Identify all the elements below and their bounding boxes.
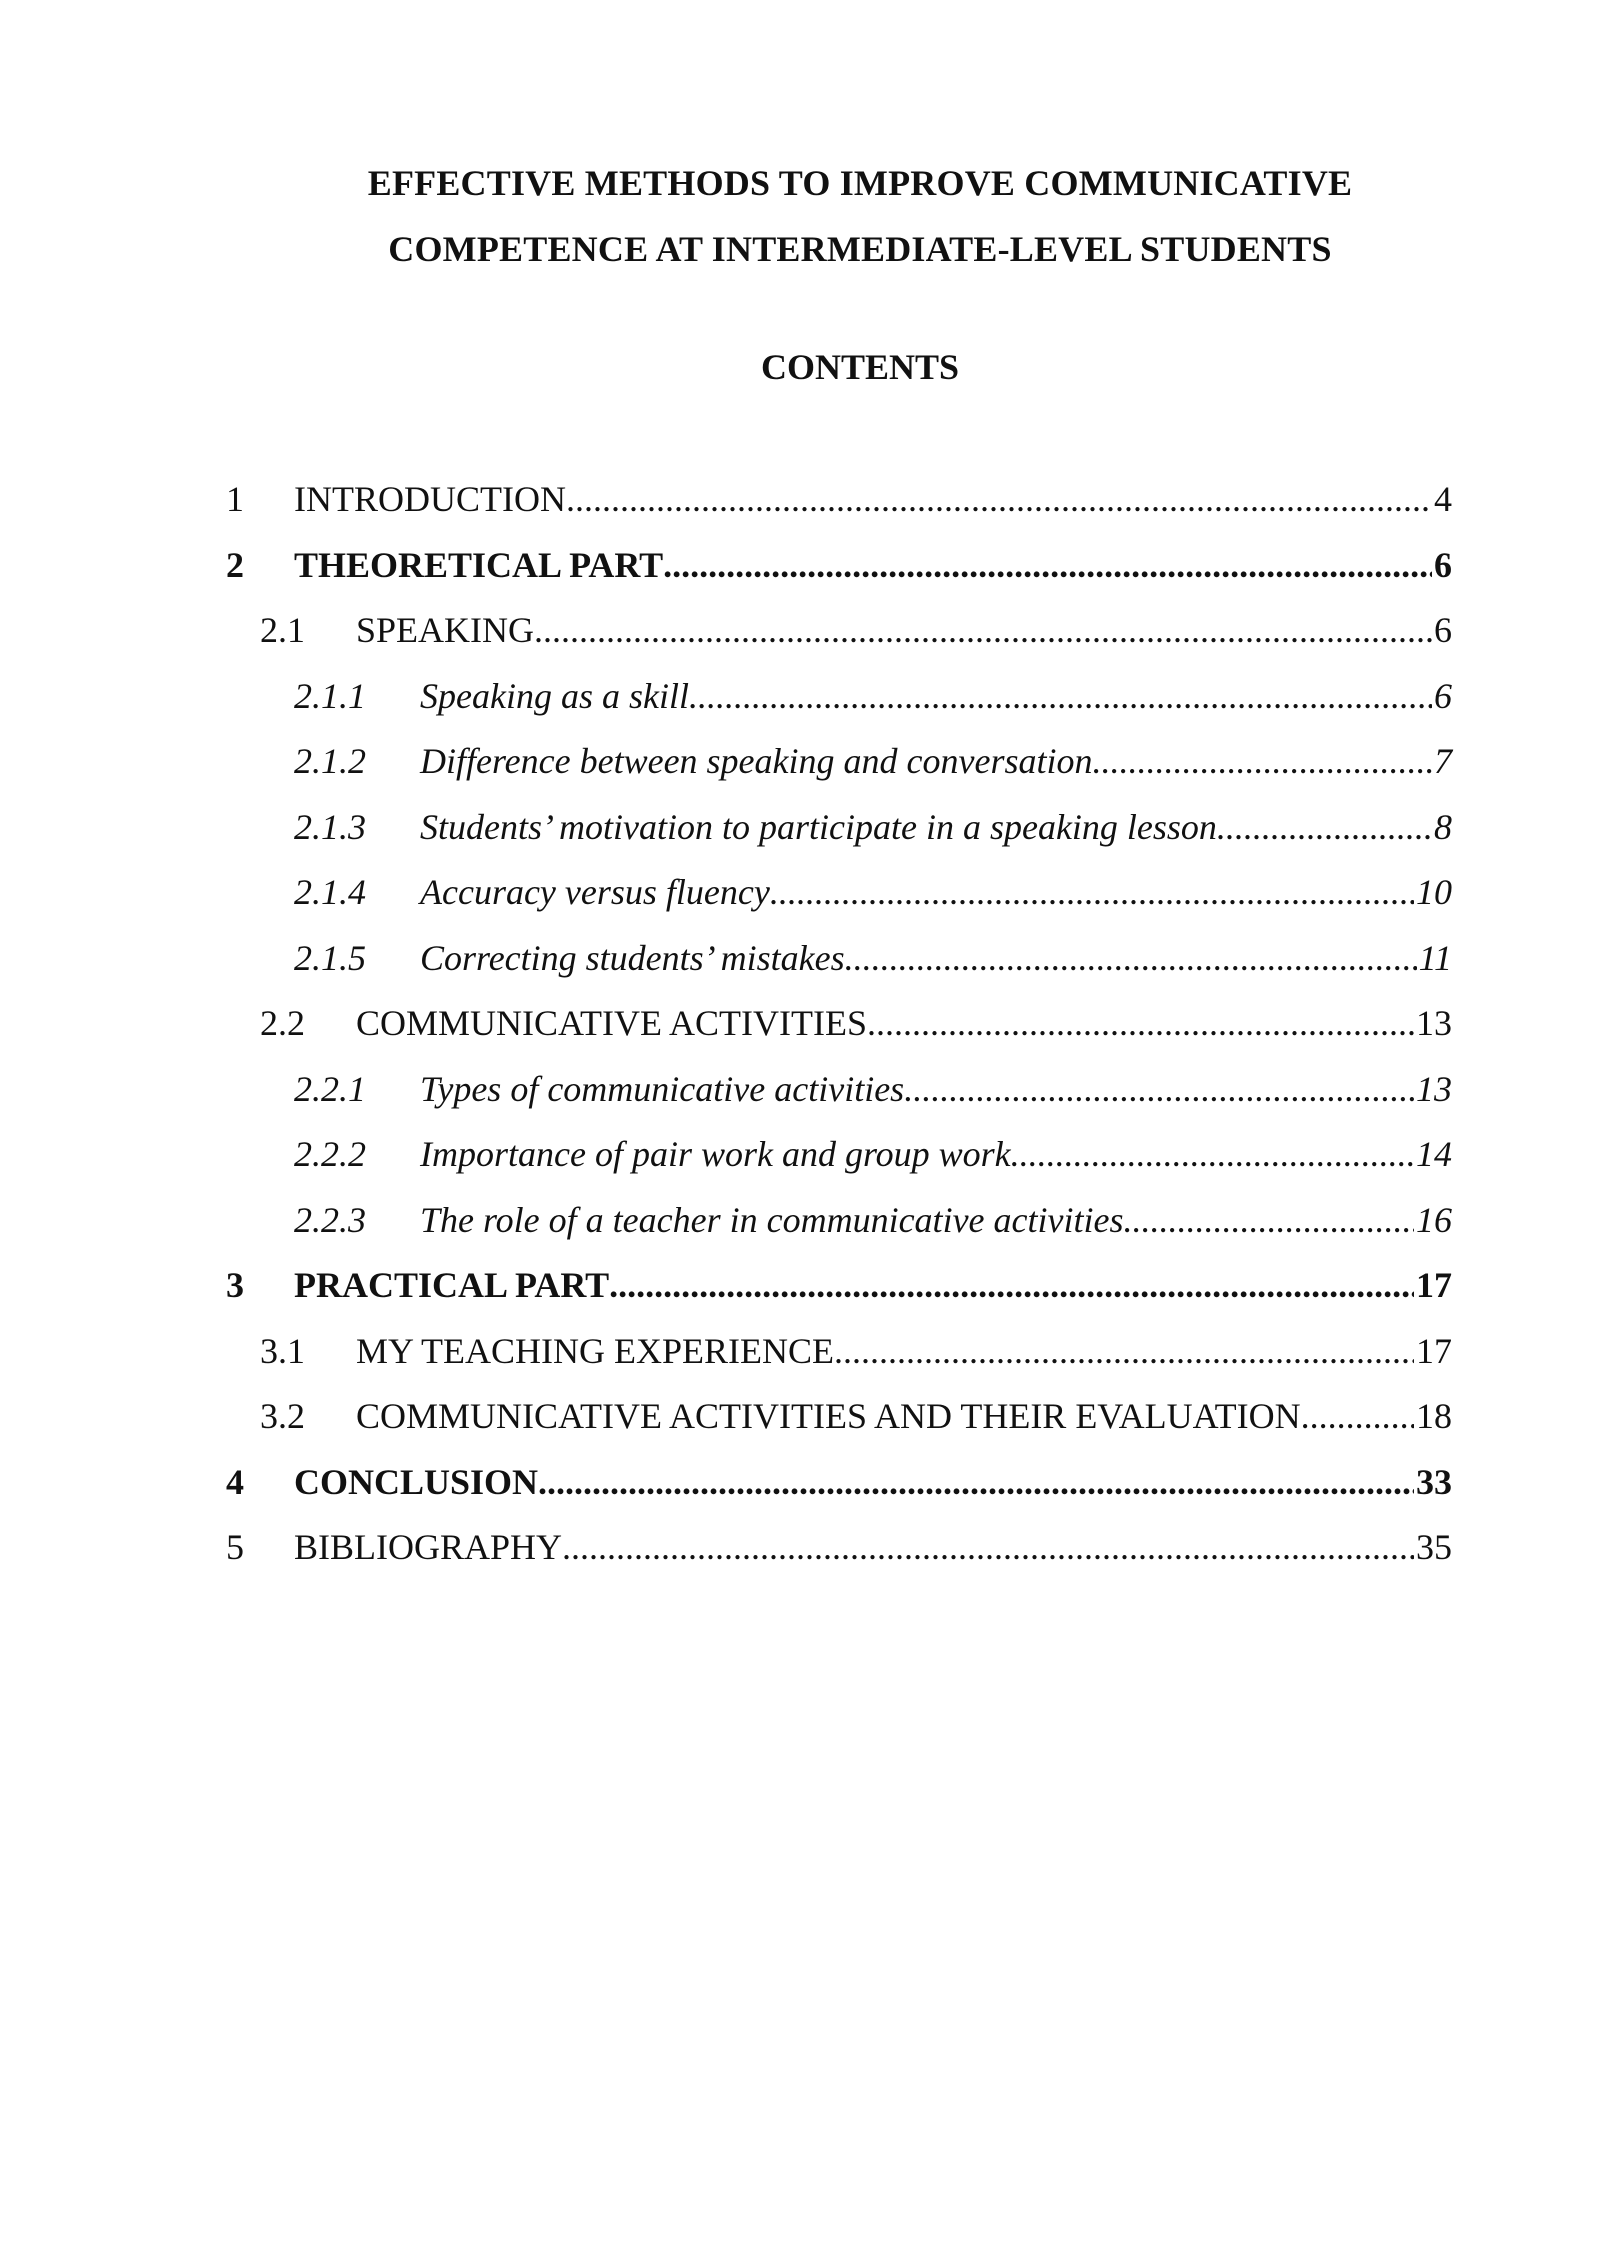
toc-number: 5: [226, 1527, 244, 1567]
dot-leader: [845, 935, 1417, 981]
toc-entry-teaching-experience[interactable]: [226, 1328, 1452, 1394]
toc-page-number: 4: [1434, 479, 1452, 519]
toc-number: 3.2: [260, 1396, 305, 1436]
toc-label: INTRODUCTION: [294, 479, 566, 519]
dot-leader: [534, 607, 1432, 653]
toc-entry-pair-and-group-work[interactable]: [226, 1131, 1452, 1197]
toc-entry-speaking-as-a-skill[interactable]: [226, 673, 1452, 739]
toc-label: MY TEACHING EXPERIENCE: [356, 1330, 834, 1371]
toc-entry-bibliography[interactable]: [226, 1524, 1452, 1590]
toc-label: Students’ motivation to participate in a speaking lesson: [420, 806, 1217, 847]
toc-number: 2.2.2: [294, 1134, 366, 1174]
dot-leader: [663, 542, 1432, 588]
toc-entry-introduction[interactable]: [226, 476, 1452, 542]
toc-entry-conclusion[interactable]: [226, 1459, 1452, 1525]
toc-entry-activities-evaluation[interactable]: [226, 1393, 1452, 1459]
dot-leader: [566, 476, 1432, 522]
toc-page-number: 18: [1416, 1396, 1452, 1436]
dot-leader: [834, 1328, 1414, 1374]
toc-label: Speaking as a skill: [420, 675, 689, 716]
dot-leader: [689, 673, 1432, 719]
toc-page-number: 6: [1434, 675, 1452, 716]
toc-page-number: 16: [1416, 1199, 1452, 1240]
toc-entry-theoretical-part[interactable]: [226, 542, 1452, 608]
table-of-contents: [226, 476, 1452, 1590]
toc-label: Correcting students’ mistakes: [420, 937, 845, 978]
toc-number: 2: [226, 544, 244, 585]
toc-entry-role-of-teacher[interactable]: [226, 1197, 1452, 1263]
toc-number: 4: [226, 1461, 244, 1502]
toc-label: COMMUNICATIVE ACTIVITIES AND THEIR EVALUATION: [356, 1396, 1301, 1436]
toc-page-number: 7: [1434, 741, 1452, 781]
toc-label: The role of a teacher in communicative activities: [420, 1199, 1124, 1240]
toc-label: Accuracy versus fluency: [420, 872, 770, 912]
dot-leader: [867, 1000, 1414, 1046]
toc-number: 3: [226, 1265, 244, 1305]
toc-page-number: 35: [1416, 1527, 1452, 1567]
toc-number: 2.1.3: [294, 806, 366, 847]
toc-number: 2.1: [260, 610, 305, 650]
toc-entry-students-motivation[interactable]: [226, 804, 1452, 870]
toc-number: 2.1.1: [294, 675, 366, 716]
toc-number: 2.1.2: [294, 741, 366, 781]
toc-entry-types-of-activities[interactable]: [226, 1066, 1452, 1132]
toc-label: BIBLIOGRAPHY: [294, 1527, 563, 1567]
toc-label: SPEAKING: [356, 610, 535, 650]
toc-label: Types of communicative activities: [420, 1068, 905, 1109]
toc-entry-accuracy-vs-fluency[interactable]: [226, 869, 1452, 935]
dot-leader: [1301, 1393, 1414, 1439]
document-title: [230, 150, 1490, 282]
dot-leader: [562, 1524, 1414, 1570]
toc-number: 2.1.4: [294, 872, 366, 912]
dot-leader: [1217, 804, 1432, 850]
dot-leader: [538, 1459, 1414, 1505]
toc-number: 2.2.3: [294, 1199, 366, 1240]
toc-page-number: 13: [1416, 1068, 1452, 1109]
toc-entry-speaking-vs-conversation[interactable]: [226, 738, 1452, 804]
toc-page-number: 6: [1434, 610, 1452, 650]
toc-page-number: 13: [1416, 1003, 1452, 1043]
toc-entry-correcting-mistakes[interactable]: [226, 935, 1452, 1001]
toc-label: Importance of pair work and group work: [420, 1134, 1011, 1174]
toc-entry-practical-part[interactable]: [226, 1262, 1452, 1328]
title-line-1: EFFECTIVE METHODS TO IMPROVE COMMUNICATIVE: [367, 163, 1353, 203]
toc-page-number: 8: [1434, 806, 1452, 847]
toc-page-number: 14: [1416, 1134, 1452, 1174]
toc-number: 1: [226, 479, 244, 519]
dot-leader: [904, 1066, 1414, 1112]
contents-heading: CONTENTS: [760, 347, 960, 387]
title-line-2: COMPETENCE AT INTERMEDIATE-LEVEL STUDENTS: [388, 229, 1332, 269]
dot-leader: [1123, 1197, 1414, 1243]
toc-label: COMMUNICATIVE ACTIVITIES: [356, 1003, 867, 1043]
toc-label: THEORETICAL PART: [294, 544, 664, 585]
toc-label: CONCLUSION: [294, 1461, 539, 1502]
toc-label: PRACTICAL PART: [294, 1265, 610, 1305]
toc-number: 2.2.1: [294, 1068, 366, 1109]
toc-page-number: 33: [1416, 1461, 1452, 1502]
dot-leader: [770, 869, 1414, 915]
toc-page-number: 17: [1416, 1330, 1452, 1371]
dot-leader: [609, 1262, 1414, 1308]
toc-number: 2.2: [260, 1003, 305, 1043]
toc-page-number: 11: [1418, 937, 1452, 978]
toc-number: 2.1.5: [294, 937, 366, 978]
toc-entry-speaking[interactable]: [226, 607, 1452, 673]
toc-entry-communicative-activities[interactable]: [226, 1000, 1452, 1066]
dot-leader: [1092, 738, 1432, 784]
toc-page-number: 17: [1416, 1265, 1452, 1305]
toc-page-number: 10: [1416, 872, 1452, 912]
toc-number: 3.1: [260, 1330, 305, 1371]
toc-page-number: 6: [1434, 544, 1452, 585]
toc-label: Difference between speaking and conversation: [420, 741, 1093, 781]
dot-leader: [1011, 1131, 1414, 1177]
